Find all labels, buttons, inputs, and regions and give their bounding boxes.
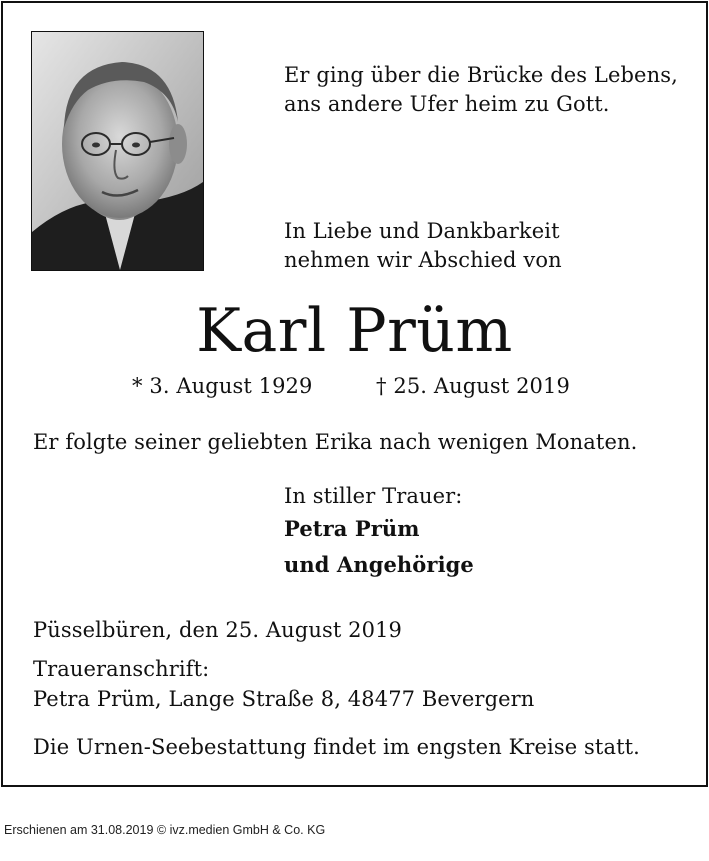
portrait-photo-icon bbox=[32, 32, 203, 270]
address-text: Petra Prüm, Lange Straße 8, 48477 Bevergern bbox=[33, 687, 535, 711]
portrait-photo bbox=[31, 31, 204, 271]
deceased-name: Karl Prüm bbox=[196, 296, 513, 366]
birth-date: * 3. August 1929 bbox=[132, 374, 313, 398]
mourner-relatives: und Angehörige bbox=[284, 552, 474, 577]
death-date: † 25. August 2019 bbox=[376, 374, 570, 398]
burial-note: Die Urnen-Seebestattung findet im engsten Kreise statt. bbox=[33, 735, 640, 759]
address-label: Traueranschrift: bbox=[33, 657, 210, 681]
place-date: Püsselbüren, den 25. August 2019 bbox=[33, 618, 402, 642]
quote-line-1: Er ging über die Brücke des Lebens, bbox=[284, 63, 678, 87]
quote-line-2: ans andere Ufer heim zu Gott. bbox=[284, 92, 610, 116]
mourning-intro: In stiller Trauer: bbox=[284, 484, 463, 508]
message-text: Er folgte seiner geliebten Erika nach wenigen Monaten. bbox=[33, 430, 638, 454]
publication-credit: Erschienen am 31.08.2019 © ivz.medien GmbH & Co. KG bbox=[4, 823, 326, 837]
intro-line-1: In Liebe und Dankbarkeit bbox=[284, 219, 560, 243]
intro-line-2: nehmen wir Abschied von bbox=[284, 248, 562, 272]
mourner-name: Petra Prüm bbox=[284, 516, 420, 541]
